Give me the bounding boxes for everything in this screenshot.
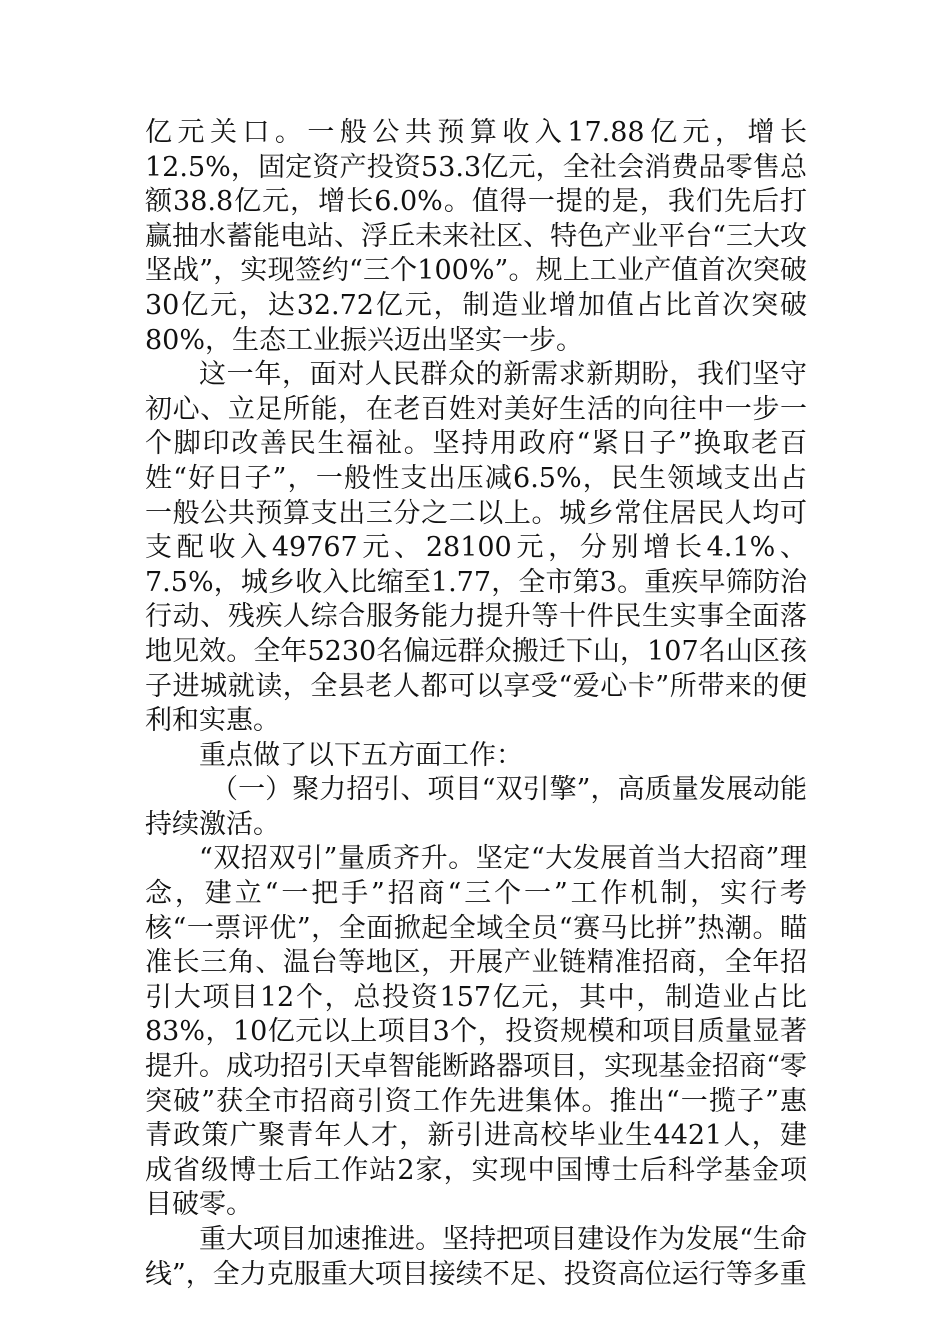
section-heading-1: （一）聚力招引、项目“双引擎”，高质量发展动能持续激活。 [145, 774, 807, 840]
paragraph-economy-summary: 亿元关口。一般公共预算收入17.88亿元，增长12.5%，固定资产投资53.3亿元，全社会消费品零售总额38.8亿元，增长6.0%。值得一提的是，我们先后打赢抽水蓄能电站、浮丘未来社区、特色产业平台“三大攻坚战”，实现签约“三个100%”。规上工业产值首次突破30亿元，达32.72亿元，制造业增加值占比首次突破80%，生态工业振兴迈出坚实一步。 [145, 117, 807, 356]
paragraph-five-aspects-intro: 重点做了以下五方面工作： [199, 739, 523, 771]
paragraph-major-projects: 重大项目加速推进。坚持把项目建设作为发展“生命线”，全力克服重大项目接续不足、投资高位运行等多重 [145, 1224, 807, 1290]
document-body [145, 116, 807, 1292]
paragraph-livelihood: 这一年，面对人民群众的新需求新期盼，我们坚守初心、立足所能，在老百姓对美好生活的向往中一步一个脚印改善民生福祉。坚持用政府“紧日子”换取老百姓“好日子”，一般性支出压减6.5%，民生领域支出占一般公共预算支出三分之二以上。城乡常住居民人均可支配收入49767元、28100元，分别增长4.1%、7.5%，城乡收入比缩至1.77，全市第3。重疾早筛防治行动、残疾人综合服务能力提升等十件民生实事全面落地见效。全年5230名偏远群众搬迁下山，107名山区孩子进城就读，全县老人都可以享受“爱心卡”所带来的便利和实惠。 [145, 359, 807, 737]
paragraph-investment-attraction: “双招双引”量质齐升。坚定“大发展首当大招商”理念，建立“一把手”招商“三个一”工作机制，实行考核“一票评优”，全面掀起全域全员“赛马比拼”热潮。瞄准长三角、温台等地区，开展产业链精准招商，全年招引大项目12个，总投资157亿元，其中，制造业占比83%，10亿元以上项目3个，投资规模和项目质量显著提升。成功招引天卓智能断路器项目，实现基金招商“零突破”获全市招商引资工作先进集体。推出“一揽子”惠青政策广聚青年人才，新引进高校毕业生4421人，建成省级博士后工作站2家，实现中国博士后科学基金项目破零。 [145, 843, 807, 1221]
